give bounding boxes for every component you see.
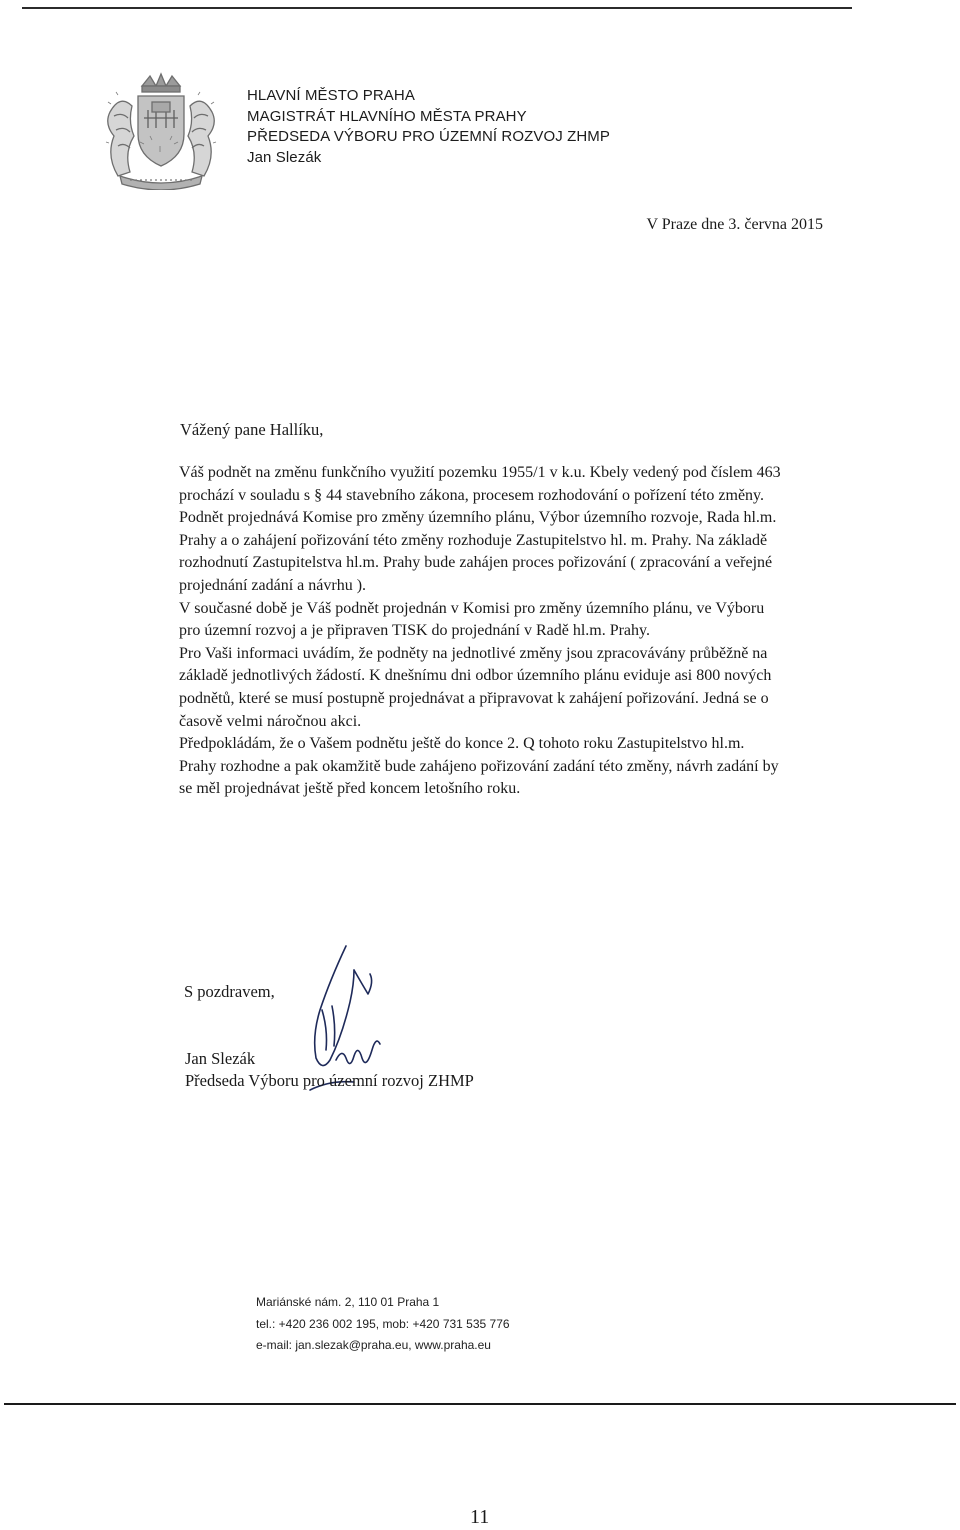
footer-phone: tel.: +420 236 002 195, mob: +420 731 535 776 (256, 1316, 510, 1331)
footer-email: e-mail: jan.slezak@praha.eu, www.praha.eu (256, 1338, 491, 1352)
letter-date: V Praze dne 3. června 2015 (646, 216, 823, 233)
letterhead-office: PŘEDSEDA VÝBORU PRO ÚZEMNÍ ROZVOJ ZHMP (247, 128, 611, 145)
body-line: časově velmi náročnou akci. (179, 712, 362, 730)
body-line: základě jednotlivých žádostí. K dnešnímu dni odbor územního plánu eviduje asi 800 nových (179, 667, 772, 685)
letterhead-magistrate: MAGISTRÁT HLAVNÍHO MĚSTA PRAHY (247, 107, 527, 125)
body-line: Prahy a o zahájení pořizování této změny rozhoduje Zastupitelstvo hl. m. Prahy. Na základě (179, 531, 768, 549)
bottom-rule (4, 1403, 956, 1405)
body-line: Váš podnět na změnu funkčního využití pozemku 1955/1 v k.u. Kbely vedený pod číslem 463 (179, 464, 781, 481)
body-line: V současné době je Váš podnět projednán v Komisi pro změny územního plánu, ve Výboru (179, 599, 765, 617)
body-line: Podnět projednává Komise pro změny územního plánu, Výbor územního rozvoje, Rada hl.m. (179, 509, 777, 527)
signer-title: Předseda Výboru pro územní rozvoj ZHMP (185, 1071, 474, 1090)
body-line: podnětů, které se musí postupně projednávat a připravovat k zahájení pořizování. Jedná se o (179, 689, 769, 707)
footer-address: Mariánské nám. 2, 110 01 Praha 1 (256, 1295, 440, 1309)
body-line: Prahy rozhodne a pak okamžitě bude zahájeno pořizování zadání této změny, návrh zadání by (179, 757, 779, 775)
prague-coat-of-arms-icon (100, 72, 222, 190)
page-number: 11 (470, 1506, 490, 1528)
contact-footer (256, 1292, 510, 1357)
salutation: Vážený pane Hallíku, (180, 420, 324, 439)
letterhead (247, 86, 610, 168)
signer-block (185, 1048, 474, 1092)
top-rule (22, 7, 852, 9)
body-line: prochází v souladu s § 44 stavebního zákona, procesem rozhodování o pořízení této změny. (179, 486, 765, 504)
body-line: Pro Vaši informaci uvádím, že podněty na jednotlivé změny jsou zpracovávány průběžně na (179, 644, 768, 662)
letterhead-name: Jan Slezák (247, 148, 322, 166)
body-line: pro územní rozvoj a je připraven TISK do projednání v Radě hl.m. Prahy. (179, 622, 650, 640)
closing: S pozdravem, (184, 982, 275, 1001)
body-line: projednání zadání a návrhu ). (179, 576, 367, 594)
body-line: Předpokládám, že o Vašem podnětu ještě do konce 2. Q tohoto roku Zastupitelstvo hl.m. (179, 735, 745, 753)
signer-name: Jan Slezák (185, 1049, 256, 1068)
body-line: se měl projednávat ještě před koncem letošního roku. (179, 780, 521, 798)
letterhead-city: HLAVNÍ MĚSTO PRAHA (247, 87, 415, 104)
body-line: rozhodnutí Zastupitelstva hl.m. Prahy bude zahájen proces pořizování ( zpracování a veřejné (179, 554, 773, 572)
letter-body (179, 462, 899, 801)
